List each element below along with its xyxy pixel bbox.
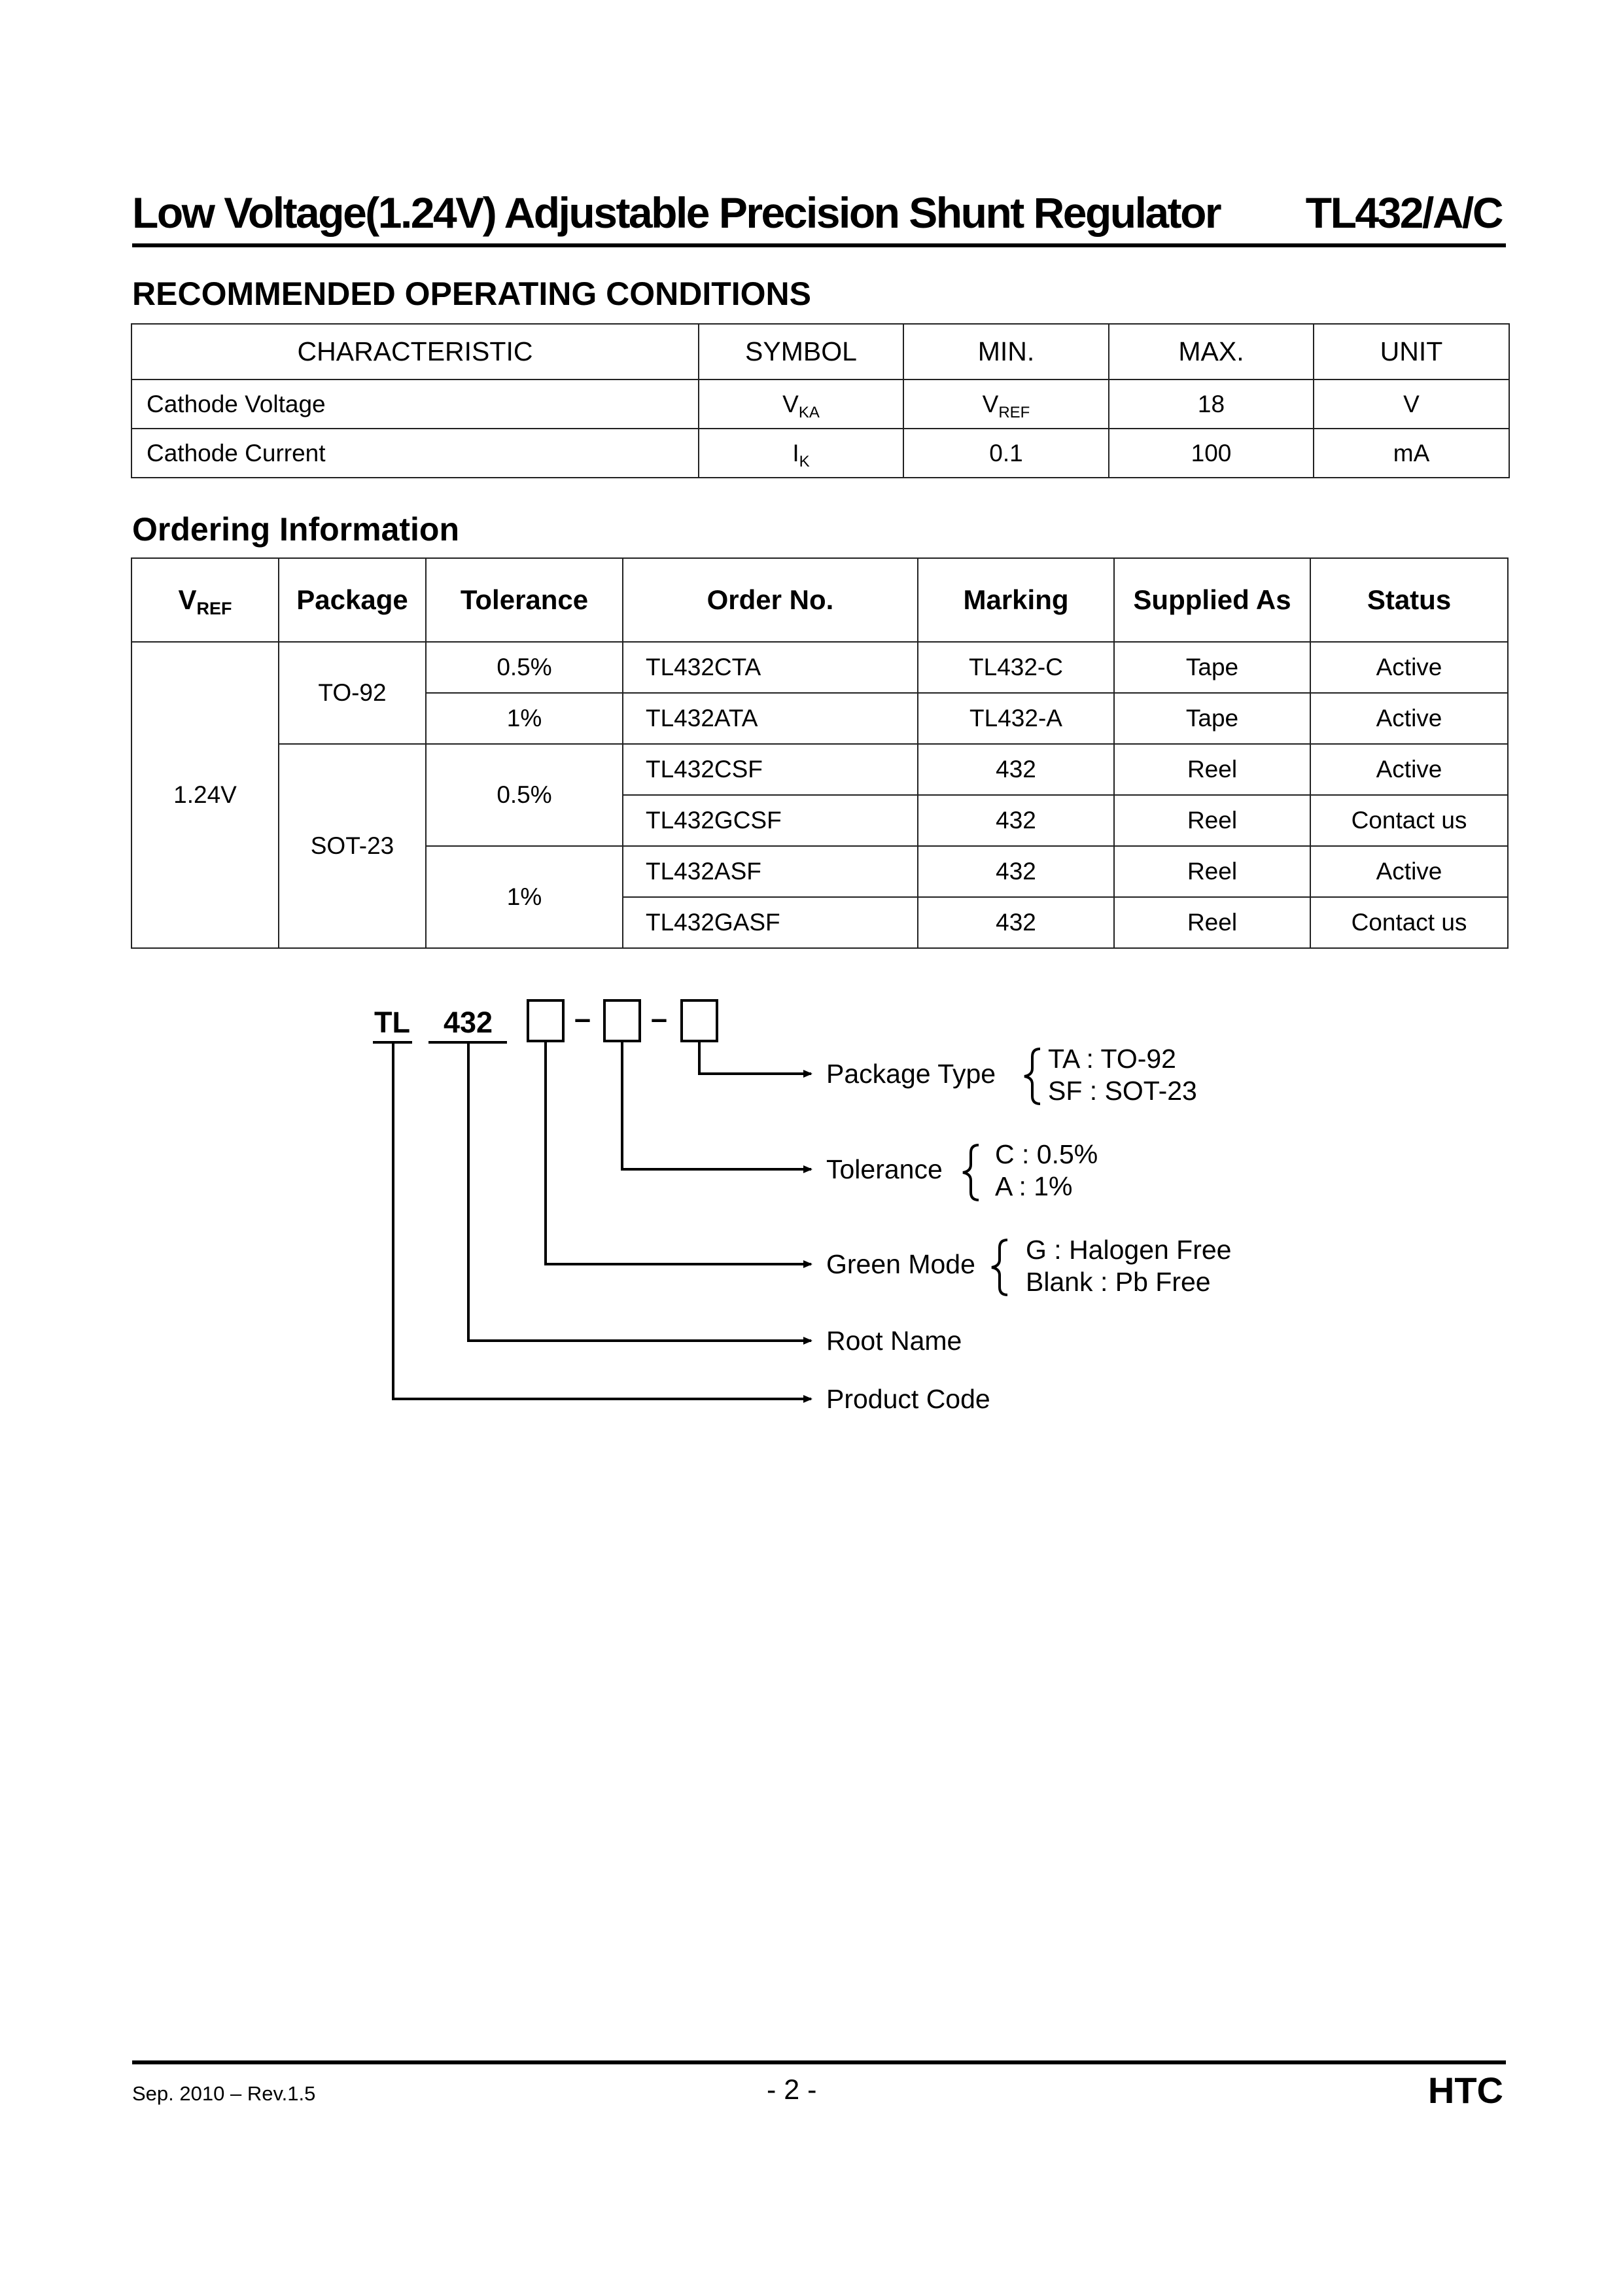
brand-name: HTC [1427, 2070, 1503, 2111]
package-cell: TO-92 [279, 642, 426, 744]
page-number: - 2 - [767, 2074, 817, 2106]
tolerance-connector [622, 1041, 811, 1169]
marking-cell: 432 [918, 846, 1114, 897]
marking-cell: 432 [918, 795, 1114, 846]
vref-cell: 1.24V [131, 642, 279, 948]
package-option: SF : SOT-23 [1048, 1076, 1197, 1106]
column-header-order-no: Order No. [623, 558, 918, 642]
package-option: TA : TO-92 [1048, 1044, 1176, 1074]
symbol-text: I [792, 439, 799, 467]
marking-cell: 432 [918, 744, 1114, 795]
tolerance-box [604, 1000, 640, 1041]
column-header: SYMBOL [699, 324, 903, 380]
order-no-cell: TL432CSF [623, 744, 918, 795]
order-no-cell: TL432ATA [623, 693, 918, 744]
supplied-as-cell: Tape [1114, 642, 1310, 693]
column-header-marking: Marking [918, 558, 1114, 642]
column-header-status: Status [1310, 558, 1508, 642]
tolerance-option: A : 1% [995, 1171, 1073, 1201]
characteristic-cell: Cathode Current [131, 429, 699, 478]
marking-cell: TL432-A [918, 693, 1114, 744]
green-mode-label: Green Mode [826, 1249, 975, 1279]
root-connector [468, 1044, 811, 1341]
symbol-subscript: KA [798, 403, 820, 421]
brace-icon [992, 1240, 1007, 1295]
order-no-cell: TL432CTA [623, 642, 918, 693]
root-code: 432 [444, 1006, 493, 1039]
column-header: UNIT [1314, 324, 1509, 380]
characteristic-cell: Cathode Voltage [131, 380, 699, 429]
column-header: CHARACTERISTIC [131, 324, 699, 380]
unit-cell: mA [1314, 429, 1509, 478]
part-number: TL432/A/C [1305, 188, 1502, 237]
supplied-as-cell: Reel [1114, 897, 1310, 948]
column-header-tolerance: Tolerance [426, 558, 623, 642]
min-text: V [982, 390, 999, 417]
ordering-section-title: Ordering Information [132, 511, 459, 548]
symbol-subscript: K [799, 452, 810, 470]
max-cell: 100 [1109, 429, 1314, 478]
brace-icon [1024, 1049, 1040, 1104]
prefix-connector [393, 1044, 811, 1399]
column-header: MAX. [1109, 324, 1314, 380]
status-cell: Active [1310, 642, 1508, 693]
order-no-cell: TL432GCSF [623, 795, 918, 846]
status-cell: Active [1310, 744, 1508, 795]
tolerance-option: C : 0.5% [995, 1139, 1098, 1169]
package-cell: SOT-23 [279, 744, 426, 948]
status-cell: Active [1310, 693, 1508, 744]
marking-cell: 432 [918, 897, 1114, 948]
package-type-label: Package Type [826, 1059, 996, 1089]
column-header-package: Package [279, 558, 426, 642]
roc-section-title: RECOMMENDED OPERATING CONDITIONS [132, 275, 811, 312]
order-no-cell: TL432GASF [623, 897, 918, 948]
status-cell: Contact us [1310, 795, 1508, 846]
footer-date-revision: Sep. 2010 – Rev.1.5 [132, 2082, 316, 2105]
tolerance-label: Tolerance [826, 1154, 943, 1184]
prefix-code: TL [374, 1006, 410, 1039]
green-mode-option: G : Halogen Free [1026, 1235, 1232, 1265]
vref-subscript: REF [196, 599, 232, 618]
supplied-as-cell: Reel [1114, 846, 1310, 897]
document-title: Low Voltage(1.24V) Adjustable Precision Shunt Regulator [132, 188, 1221, 237]
package-connector [699, 1041, 811, 1074]
supplied-as-cell: Reel [1114, 744, 1310, 795]
root-name-label: Root Name [826, 1326, 962, 1356]
dash-separator: – [651, 1002, 668, 1035]
min-subscript: REF [998, 403, 1030, 421]
green-mode-option: Blank : Pb Free [1026, 1267, 1211, 1297]
vref-symbol: V [178, 584, 197, 615]
footer-divider [132, 2060, 1506, 2064]
product-code-label: Product Code [826, 1384, 990, 1414]
tolerance-cell: 1% [426, 846, 623, 948]
supplied-as-cell: Tape [1114, 693, 1310, 744]
package-box [682, 1000, 717, 1041]
green-mode-box [528, 1000, 563, 1041]
min-cell: 0.1 [903, 429, 1109, 478]
symbol-text: V [782, 390, 799, 417]
column-header: MIN. [903, 324, 1109, 380]
brace-icon [963, 1145, 979, 1200]
max-cell: 18 [1109, 380, 1314, 429]
column-header-supplied-as: Supplied As [1114, 558, 1310, 642]
status-cell: Contact us [1310, 897, 1508, 948]
tolerance-cell: 1% [426, 693, 623, 744]
status-cell: Active [1310, 846, 1508, 897]
marking-cell: TL432-C [918, 642, 1114, 693]
dash-separator: – [574, 1002, 591, 1035]
tolerance-cell: 0.5% [426, 642, 623, 693]
order-no-cell: TL432ASF [623, 846, 918, 897]
supplied-as-cell: Reel [1114, 795, 1310, 846]
unit-cell: V [1314, 380, 1509, 429]
tolerance-cell: 0.5% [426, 744, 623, 846]
